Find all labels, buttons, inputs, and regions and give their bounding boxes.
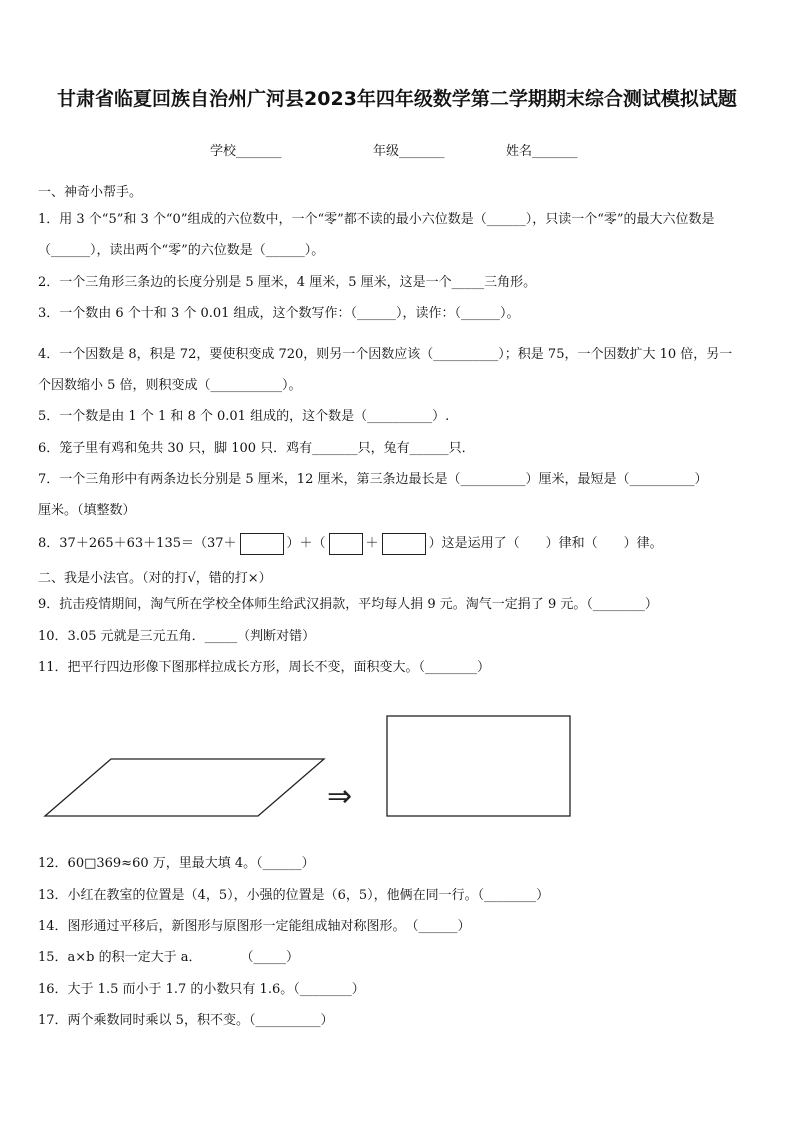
- question-11: 11．把平行四边形像下图那样拉成长方形，周长不变，面积变大。（________）: [38, 660, 491, 675]
- rectangle-shape: [387, 716, 570, 816]
- question-8-part-3: ＋: [365, 536, 379, 551]
- question-16: 16．大于 1.5 而小于 1.7 的小数只有 1.6。（________）: [38, 982, 365, 997]
- name-field: 姓名_______: [506, 144, 578, 159]
- double-arrow-icon: ⇒: [327, 779, 353, 814]
- question-4-line-1: 4．一个因数是 8，积是 72，要使积变成 720，则另一个因数应该（__________）；积是 75，一个因数扩大 10 倍，另一: [38, 347, 733, 362]
- grade-field: 年级_______: [373, 144, 445, 159]
- question-14: 14．图形通过平移后，新图形与原图形一定能组成轴对称图形。 （______）: [38, 919, 471, 934]
- question-1-line-1: 1．用 3 个“5”和 3 个“0”组成的六位数中，一个“零”都不读的最小六位数是（______），只读一个“零”的最大六位数是: [38, 212, 715, 227]
- question-3: 3．一个数由 6 个十和 3 个 0.01 组成，这个数写作：（______），读作：（______）。: [38, 306, 520, 321]
- question-2: 2．一个三角形三条边的长度分别是 5 厘米，4 厘米，5 厘米，这是一个_____三角形。: [38, 275, 537, 290]
- question-12: 12．60□369≈60 万，里最大填 4。（______）: [38, 856, 315, 871]
- question-5: 5．一个数是由 1 个 1 和 8 个 0.01 组成的，这个数是（__________）.: [38, 409, 450, 424]
- question-7-line-1: 7．一个三角形中有两条边长分别是 5 厘米，12 厘米，第三条边最长是（__________）厘米，最短是（__________）: [38, 472, 708, 487]
- question-7-line-2: 厘米。（填整数）: [38, 503, 136, 518]
- question-4-line-2: 个因数缩小 5 倍，则积变成（___________）。: [38, 378, 302, 393]
- parallelogram-shape: [45, 759, 324, 816]
- question-1-line-2: （______），读出两个“零”的六位数是（______）。: [38, 243, 325, 258]
- question-9: 9．抗击疫情期间，淘气所在学校全体师生给武汉捐款，平均每人捐 9 元。淘气一定捐了 9 元。（________）: [38, 597, 658, 612]
- school-field: 学校_______: [210, 144, 282, 159]
- question-6: 6．笼子里有鸡和兔共 30 只，脚 100 只．鸡有_______只，兔有______只．: [38, 441, 475, 456]
- section-2-heading: 二、我是小法官。（对的打√，错的打×）: [38, 571, 272, 586]
- question-8-part-1: 8．37＋265＋63＋135＝（37＋: [38, 536, 237, 551]
- question-8-part-2: ）＋（: [286, 536, 326, 551]
- question-15: 15．a×b 的积一定大于 a． （_____）: [38, 950, 300, 965]
- page-title: 甘肃省临夏回族自治州广河县2023年四年级数学第二学期期末综合测试模拟试题: [57, 88, 737, 110]
- question-17: 17．两个乘数同时乘以 5，积不变。（__________）: [38, 1013, 334, 1028]
- question-8-part-4: ）这是运用了（ ）律和（ ）律。: [428, 536, 663, 551]
- question-10: 10．3.05 元就是三元五角．_____（判断对错）: [38, 629, 316, 644]
- question-13: 13．小红在教室的位置是（4，5），小强的位置是（6，5），他俩在同一行。（________）: [38, 888, 550, 903]
- section-1-heading: 一、神奇小帮手。: [38, 185, 143, 200]
